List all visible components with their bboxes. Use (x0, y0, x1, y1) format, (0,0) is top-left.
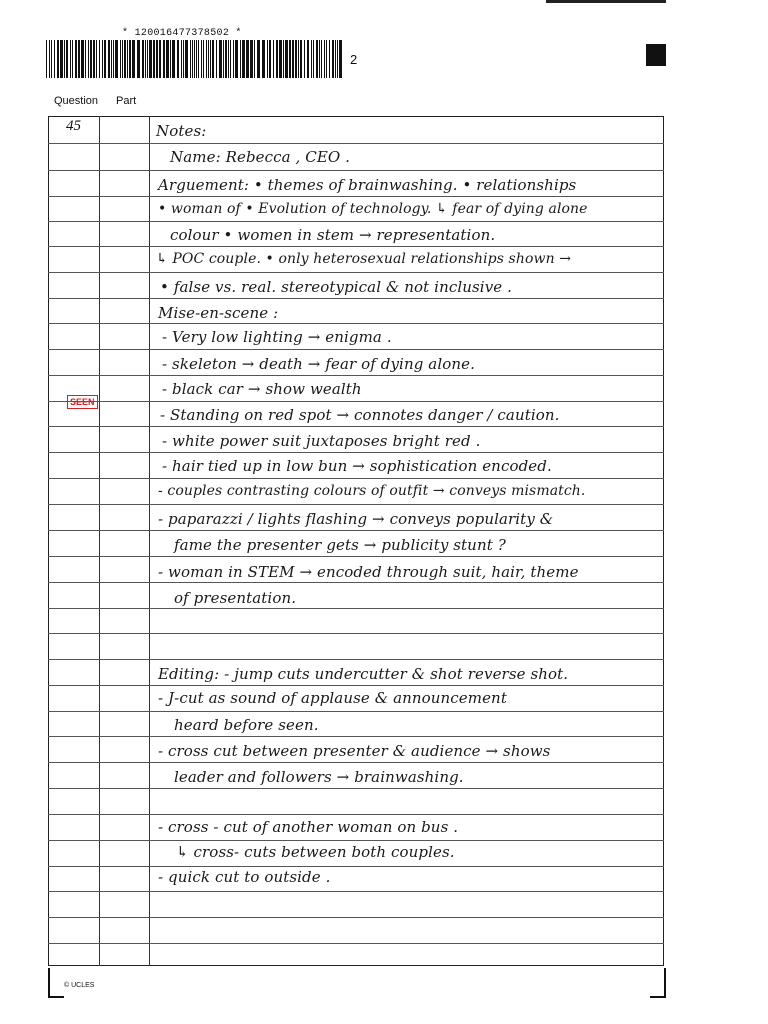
ruled-line (48, 556, 664, 557)
note-line: Editing: - jump cuts undercutter & shot reverse shot. (158, 665, 569, 683)
barcode-bar (147, 40, 148, 78)
note-line: ↳ cross- cuts between both couples. (176, 843, 455, 861)
barcode-bar (235, 40, 238, 78)
ruled-line (48, 143, 664, 144)
barcode-bar (115, 40, 118, 78)
note-line: - hair tied up in low bun → sophistication encoded. (162, 457, 552, 475)
barcode-bar (49, 40, 50, 78)
barcode-bar (335, 40, 336, 78)
barcode-bar (246, 40, 249, 78)
barcode-bar (132, 40, 135, 78)
note-line: - black car → show wealth (162, 380, 362, 398)
ruled-line (48, 298, 664, 299)
ruled-line (48, 272, 664, 273)
barcode-bar (279, 40, 282, 78)
part-column-divider (149, 116, 150, 966)
barcode-bar (54, 40, 55, 78)
barcode-bar (283, 40, 284, 78)
ruled-line (48, 196, 664, 197)
barcode-bar (210, 40, 211, 78)
note-line: - quick cut to outside . (158, 868, 331, 886)
barcode-bar (88, 40, 89, 78)
note-line: Arguement: • themes of brainwashing. • relationships (158, 176, 577, 194)
note-line: - paparazzi / lights flashing → conveys popularity & (158, 510, 554, 528)
barcode-bar (206, 40, 207, 78)
barcode-bar (326, 40, 327, 78)
page-number: 2 (350, 52, 358, 67)
barcode-bar (159, 40, 161, 78)
barcode-bar (313, 40, 314, 78)
barcode-bar (228, 40, 229, 78)
note-line: Mise-en-scene : (158, 304, 279, 322)
barcode-bar (203, 40, 204, 78)
barcode-bar (233, 40, 234, 78)
ruled-line (48, 452, 664, 453)
ruled-line (48, 170, 664, 171)
ruled-line (48, 530, 664, 531)
barcode-bar (142, 40, 144, 78)
ruled-line (48, 762, 664, 763)
ruled-line (48, 246, 664, 247)
barcode-bar (183, 40, 184, 78)
barcode-bar (262, 40, 265, 78)
barcode-bar (198, 40, 199, 78)
note-line: heard before seen. (174, 716, 319, 734)
ruled-line (48, 891, 664, 892)
barcode-bar (149, 40, 152, 78)
barcode-bar (230, 40, 231, 78)
note-line: - woman in STEM → encoded through suit, hair, theme (158, 563, 579, 581)
copyright-notice: © UCLES (64, 982, 95, 989)
barcode-bar (300, 40, 302, 78)
ruled-line (48, 736, 664, 737)
barcode-graphic (46, 40, 342, 78)
ruled-line (48, 840, 664, 841)
note-line: - Standing on red spot → connotes danger / caution. (160, 406, 560, 424)
barcode-bar (295, 40, 297, 78)
barcode-bar (208, 40, 209, 78)
barcode-bar (285, 40, 288, 78)
ruled-line (48, 323, 664, 324)
barcode-bar (316, 40, 318, 78)
seen-stamp: SEEN (67, 395, 98, 409)
barcode (46, 40, 342, 78)
barcode-bar (64, 40, 65, 78)
barcode-bar (298, 40, 299, 78)
barcode-bar (276, 40, 278, 78)
barcode-bar (124, 40, 126, 78)
barcode-bar (216, 40, 217, 78)
barcode-bar (292, 40, 294, 78)
barcode-bar (289, 40, 291, 78)
barcode-bar (196, 40, 197, 78)
barcode-bar (170, 40, 171, 78)
barcode-bar (78, 40, 80, 78)
barcode-bar (172, 40, 175, 78)
barcode-bar (122, 40, 123, 78)
barcode-bar (156, 40, 158, 78)
note-line: - couples contrasting colours of outfit → conveys mismatch. (158, 483, 586, 499)
barcode-bar (242, 40, 245, 78)
barcode-bar (46, 40, 47, 78)
barcode-bar (129, 40, 131, 78)
barcode-bar (307, 40, 309, 78)
barcode-bar (85, 40, 86, 78)
barcode-bar (219, 40, 222, 78)
barcode-bar (321, 40, 322, 78)
ruled-line (48, 866, 664, 867)
ruled-line (48, 917, 664, 918)
barcode-bar (319, 40, 320, 78)
barcode-bar (145, 40, 146, 78)
barcode-bar (267, 40, 268, 78)
note-line: colour • women in stem → representation. (170, 226, 496, 244)
note-line: - cross - cut of another woman on bus . (158, 818, 459, 836)
note-line: - J-cut as sound of applause & announcement (158, 689, 507, 707)
note-line: leader and followers → brainwashing. (174, 768, 464, 786)
barcode-bar (337, 40, 338, 78)
ruled-line (48, 582, 664, 583)
note-line: ↳ POC couple. • only heterosexual relationships shown → (156, 251, 572, 267)
corner-bracket-left (48, 968, 64, 998)
barcode-number: * 120016477378502 * (122, 28, 242, 39)
barcode-bar (90, 40, 92, 78)
barcode-bar (120, 40, 121, 78)
registration-mark (646, 44, 666, 66)
barcode-bar (339, 40, 342, 78)
barcode-bar (269, 40, 271, 78)
barcode-bar (153, 40, 155, 78)
ruled-line (48, 685, 664, 686)
barcode-bar (257, 40, 260, 78)
barcode-bar (72, 40, 73, 78)
ruled-line (48, 221, 664, 222)
barcode-bar (96, 40, 97, 78)
ruled-line (48, 659, 664, 660)
barcode-bar (127, 40, 128, 78)
note-line: • false vs. real. stereotypical & not inclusive . (160, 278, 512, 296)
note-line: Notes: (156, 122, 207, 140)
barcode-bar (250, 40, 253, 78)
barcode-bar (60, 40, 63, 78)
barcode-bar (181, 40, 182, 78)
note-line: Name: Rebecca , CEO . (170, 148, 351, 166)
corner-bracket-right (650, 968, 666, 998)
ruled-line (48, 401, 664, 402)
barcode-bar (166, 40, 169, 78)
barcode-bar (102, 40, 103, 78)
barcode-bar (324, 40, 325, 78)
ruled-line (48, 349, 664, 350)
ruled-line (48, 814, 664, 815)
barcode-bar (223, 40, 224, 78)
barcode-bar (99, 40, 100, 78)
barcode-bar (104, 40, 106, 78)
barcode-bar (57, 40, 59, 78)
question-number: 45 (66, 118, 81, 134)
top-edge-rule (546, 0, 666, 3)
barcode-bar (190, 40, 191, 78)
barcode-bar (75, 40, 77, 78)
note-line: • woman of • Evolution of technology. ↳ fear of dying alone (158, 201, 588, 217)
barcode-bar (185, 40, 188, 78)
note-line: - skeleton → death → fear of dying alone. (162, 355, 475, 373)
barcode-bar (212, 40, 214, 78)
barcode-bar (240, 40, 241, 78)
barcode-bar (329, 40, 330, 78)
ruled-line (48, 608, 664, 609)
ruled-line (48, 711, 664, 712)
note-line: - white power suit juxtaposes bright red . (162, 432, 481, 450)
barcode-bar (137, 40, 140, 78)
note-line: - cross cut between presenter & audience → shows (158, 742, 551, 760)
barcode-bar (194, 40, 195, 78)
note-line: of presentation. (174, 589, 297, 607)
ruled-line (48, 426, 664, 427)
barcode-bar (225, 40, 227, 78)
barcode-bar (332, 40, 334, 78)
part-column-header: Part (116, 95, 137, 107)
barcode-bar (108, 40, 110, 78)
barcode-bar (177, 40, 179, 78)
ruled-line (48, 788, 664, 789)
barcode-bar (51, 40, 52, 78)
ruled-line (48, 633, 664, 634)
barcode-bar (311, 40, 312, 78)
barcode-bar (304, 40, 305, 78)
barcode-bar (201, 40, 202, 78)
barcode-bar (111, 40, 112, 78)
question-column-header: Question (54, 95, 99, 107)
barcode-bar (113, 40, 114, 78)
note-line: - Very low lighting → enigma . (162, 328, 392, 346)
barcode-bar (192, 40, 193, 78)
barcode-bar (66, 40, 68, 78)
barcode-bar (81, 40, 84, 78)
barcode-bar (254, 40, 255, 78)
note-line: fame the presenter gets → publicity stunt ? (174, 536, 506, 554)
barcode-bar (273, 40, 274, 78)
ruled-line (48, 504, 664, 505)
question-column-divider (99, 116, 100, 966)
barcode-bar (93, 40, 95, 78)
barcode-bar (163, 40, 165, 78)
ruled-line (48, 478, 664, 479)
ruled-line (48, 375, 664, 376)
ruled-line (48, 943, 664, 944)
barcode-bar (70, 40, 71, 78)
